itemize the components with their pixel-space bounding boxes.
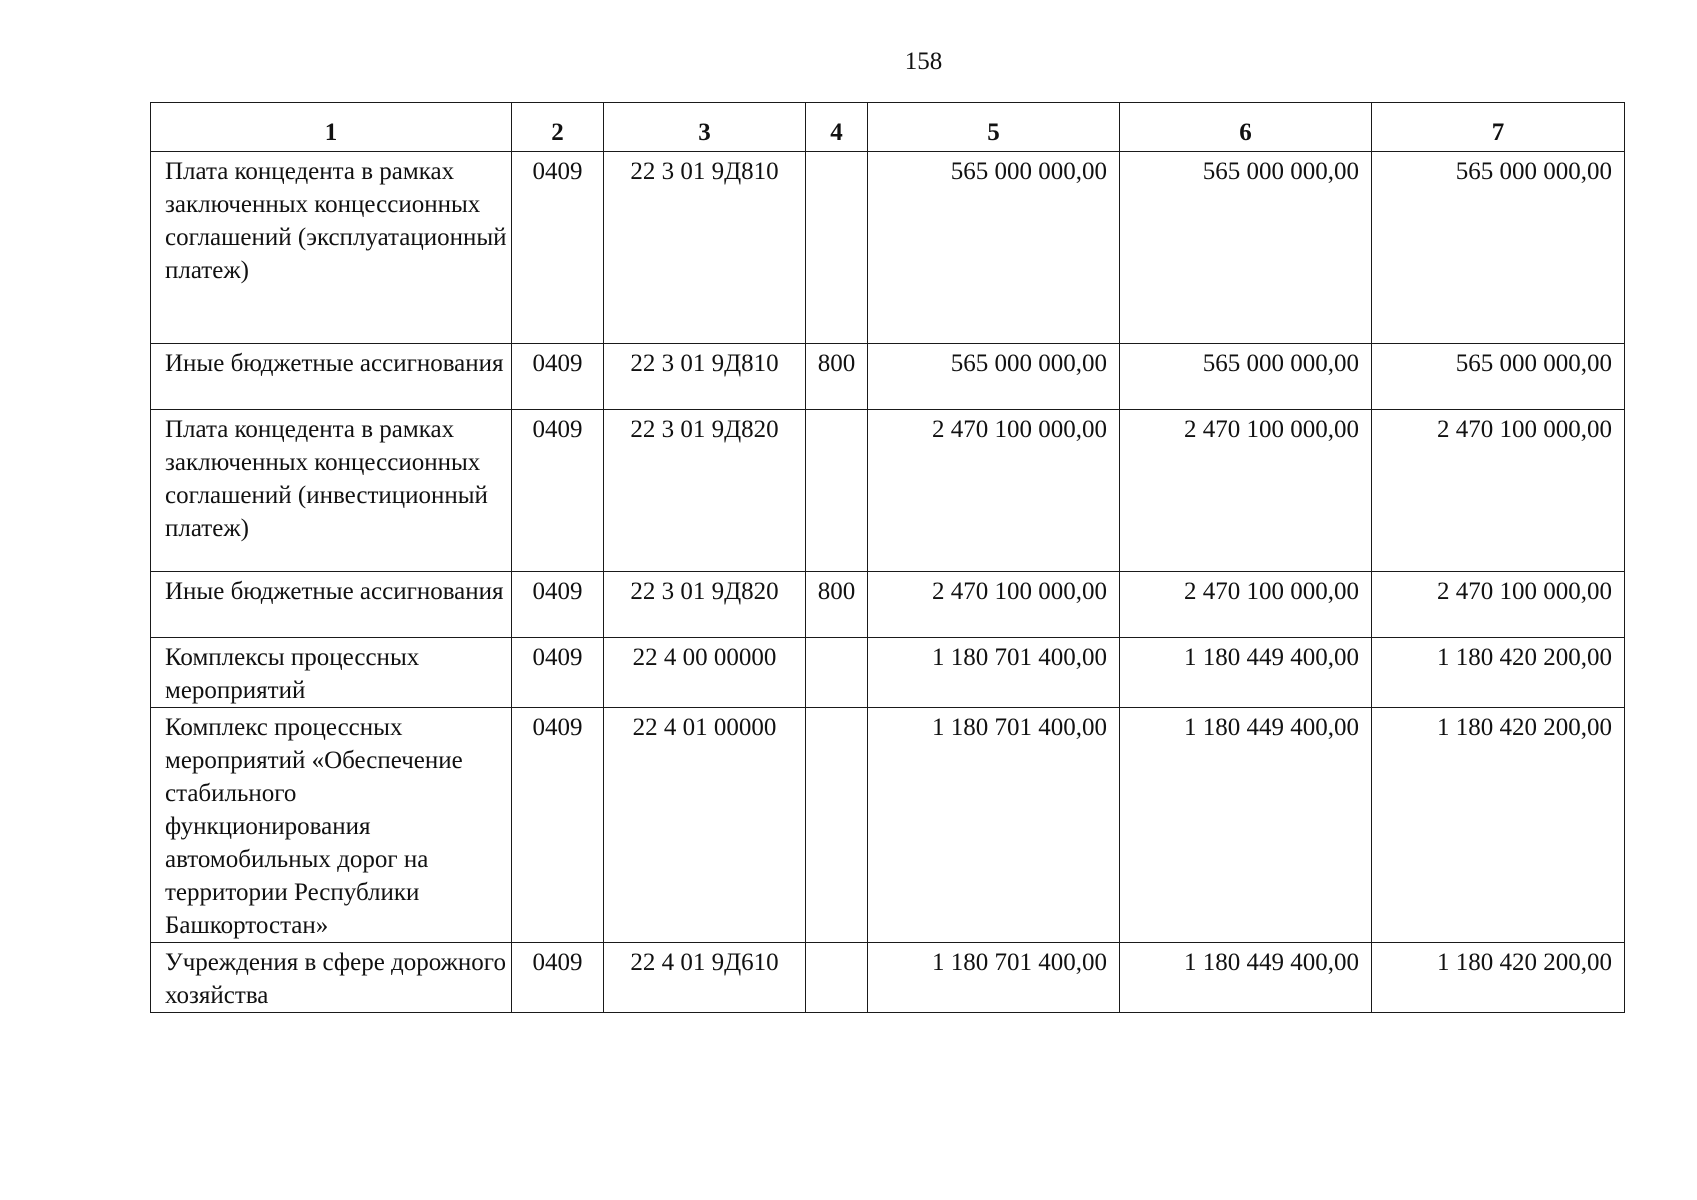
row-code: 22 3 01 9Д810 xyxy=(604,344,806,410)
row-code: 22 4 01 00000 xyxy=(604,708,806,943)
header-col-5: 5 xyxy=(868,103,1120,152)
row-value-col6: 565 000 000,00 xyxy=(1120,344,1372,410)
row-value-col5: 2 470 100 000,00 xyxy=(868,410,1120,572)
header-col-3: 3 xyxy=(604,103,806,152)
row-value-col7: 1 180 420 200,00 xyxy=(1372,708,1625,943)
row-code: 22 3 01 9Д820 xyxy=(604,572,806,638)
row-name: Плата концедента в рамках заключенных концессионных соглашений (инвестиционный платеж) xyxy=(151,410,512,572)
row-name: Иные бюджетные ассигнования xyxy=(151,344,512,410)
row-value-col5: 2 470 100 000,00 xyxy=(868,572,1120,638)
row-section: 0409 xyxy=(512,708,604,943)
row-section: 0409 xyxy=(512,344,604,410)
table-row xyxy=(151,708,1625,943)
row-value-col6: 1 180 449 400,00 xyxy=(1120,638,1372,708)
row-type xyxy=(806,152,868,344)
table-row xyxy=(151,572,1625,638)
row-value-col5: 565 000 000,00 xyxy=(868,344,1120,410)
header-col-6: 6 xyxy=(1120,103,1372,152)
row-type xyxy=(806,638,868,708)
row-value-col6: 2 470 100 000,00 xyxy=(1120,410,1372,572)
page-number-text: 158 xyxy=(904,48,943,75)
row-value-col5: 1 180 701 400,00 xyxy=(868,708,1120,943)
row-type xyxy=(806,943,868,1013)
header-col-1: 1 xyxy=(151,103,512,152)
table-row xyxy=(151,638,1625,708)
row-type: 800 xyxy=(806,572,868,638)
row-name: Учреждения в сфере дорожного хозяйства xyxy=(151,943,512,1013)
row-name: Плата концедента в рамках заключенных концессионных соглашений (эксплуатационный платеж) xyxy=(151,152,512,344)
row-value-col6: 565 000 000,00 xyxy=(1120,152,1372,344)
row-value-col6: 2 470 100 000,00 xyxy=(1120,572,1372,638)
row-value-col5: 565 000 000,00 xyxy=(868,152,1120,344)
table-header xyxy=(151,103,1625,152)
row-value-col5: 1 180 701 400,00 xyxy=(868,638,1120,708)
table-row xyxy=(151,152,1625,344)
row-value-col6: 1 180 449 400,00 xyxy=(1120,943,1372,1013)
row-code: 22 4 00 00000 xyxy=(604,638,806,708)
row-section: 0409 xyxy=(512,410,604,572)
budget-table xyxy=(150,102,1625,1013)
table-row xyxy=(151,410,1625,572)
header-col-4: 4 xyxy=(806,103,868,152)
row-name: Комплекс процессных мероприятий «Обеспечение стабильного функционирования автомобильных дорог на территории Республики Башкортостан» xyxy=(151,708,512,943)
row-value-col6: 1 180 449 400,00 xyxy=(1120,708,1372,943)
row-value-col5: 1 180 701 400,00 xyxy=(868,943,1120,1013)
row-value-col7: 1 180 420 200,00 xyxy=(1372,943,1625,1013)
row-code: 22 3 01 9Д820 xyxy=(604,410,806,572)
row-section: 0409 xyxy=(512,152,604,344)
header-row xyxy=(151,103,1625,152)
row-value-col7: 1 180 420 200,00 xyxy=(1372,638,1625,708)
page-number xyxy=(0,48,1697,76)
table-row xyxy=(151,943,1625,1013)
row-code: 22 3 01 9Д810 xyxy=(604,152,806,344)
row-name: Иные бюджетные ассигнования xyxy=(151,572,512,638)
row-value-col7: 2 470 100 000,00 xyxy=(1372,572,1625,638)
header-col-7: 7 xyxy=(1372,103,1625,152)
header-col-2: 2 xyxy=(512,103,604,152)
row-value-col7: 2 470 100 000,00 xyxy=(1372,410,1625,572)
row-value-col7: 565 000 000,00 xyxy=(1372,344,1625,410)
table-body xyxy=(151,152,1625,1013)
row-value-col7: 565 000 000,00 xyxy=(1372,152,1625,344)
row-section: 0409 xyxy=(512,638,604,708)
row-type xyxy=(806,410,868,572)
row-name: Комплексы процессных мероприятий xyxy=(151,638,512,708)
row-type: 800 xyxy=(806,344,868,410)
row-section: 0409 xyxy=(512,943,604,1013)
row-code: 22 4 01 9Д610 xyxy=(604,943,806,1013)
table-row xyxy=(151,344,1625,410)
row-type xyxy=(806,708,868,943)
row-section: 0409 xyxy=(512,572,604,638)
